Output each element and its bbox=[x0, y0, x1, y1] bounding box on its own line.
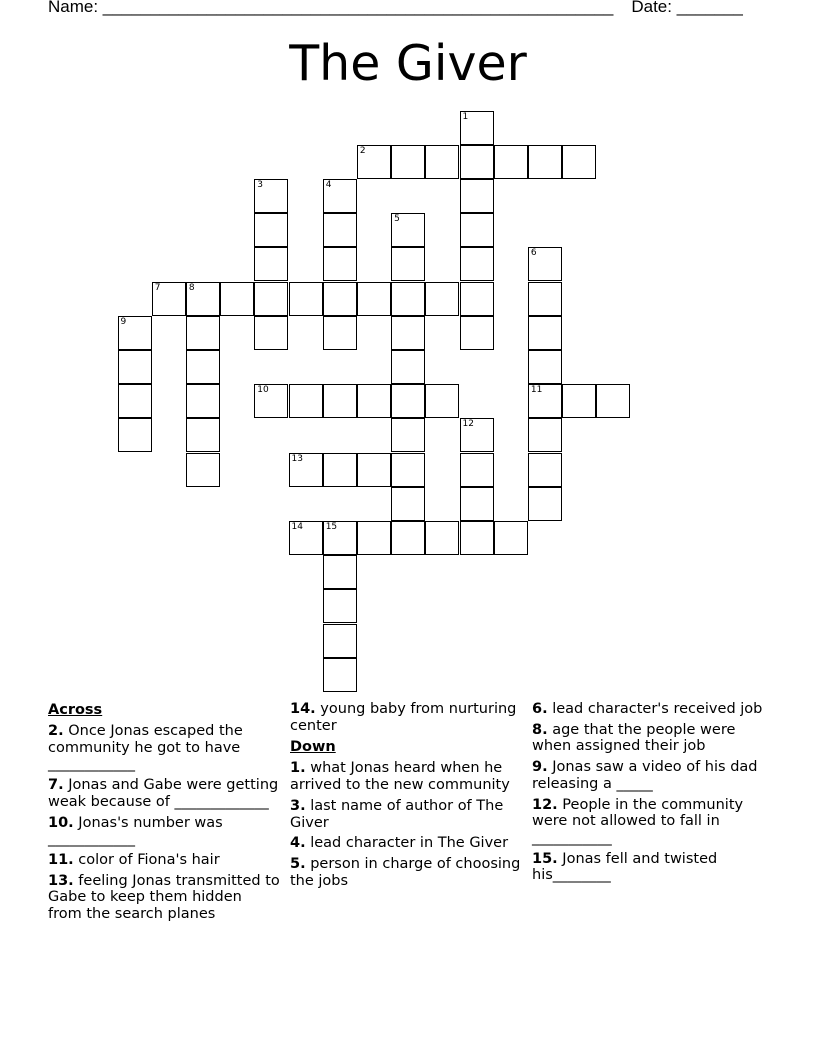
crossword-cell[interactable] bbox=[357, 453, 391, 487]
crossword-cell[interactable] bbox=[323, 658, 357, 692]
crossword-cell[interactable] bbox=[460, 247, 494, 281]
crossword-cell[interactable] bbox=[391, 384, 425, 418]
clue-number: 8 bbox=[188, 282, 195, 293]
crossword-cell[interactable] bbox=[528, 247, 562, 281]
crossword-cell[interactable] bbox=[254, 384, 288, 418]
clue-number-label: 7. bbox=[48, 777, 64, 794]
clue-number-label: 3. bbox=[290, 797, 306, 814]
clue-item bbox=[48, 815, 280, 848]
crossword-cell[interactable] bbox=[323, 247, 357, 281]
crossword-cell[interactable] bbox=[494, 145, 528, 179]
clue-item bbox=[532, 722, 768, 755]
crossword-cell[interactable] bbox=[323, 179, 357, 213]
crossword-cell[interactable] bbox=[425, 384, 459, 418]
crossword-cell[interactable] bbox=[323, 589, 357, 623]
crossword-cell[interactable] bbox=[460, 111, 494, 145]
crossword-cell[interactable] bbox=[391, 145, 425, 179]
crossword-cell[interactable] bbox=[391, 350, 425, 384]
name-field-label: Name: ______________________________________________________ bbox=[48, 0, 614, 16]
clue-text: lead character in The Giver bbox=[305, 835, 509, 852]
crossword-cell[interactable] bbox=[254, 179, 288, 213]
crossword-cell[interactable] bbox=[220, 282, 254, 316]
crossword-cell[interactable] bbox=[391, 316, 425, 350]
down-clue-list-continued bbox=[532, 701, 768, 884]
crossword-cell[interactable] bbox=[118, 350, 152, 384]
clue-number: 9 bbox=[120, 316, 127, 327]
clue-number-label: 10. bbox=[48, 814, 74, 831]
crossword-cell[interactable] bbox=[118, 316, 152, 350]
down-clue-list bbox=[290, 760, 522, 889]
crossword-cell[interactable] bbox=[528, 487, 562, 521]
crossword-cell[interactable] bbox=[323, 624, 357, 658]
clue-number-label: 15. bbox=[532, 850, 558, 867]
crossword-cell[interactable] bbox=[460, 521, 494, 555]
crossword-cell[interactable] bbox=[391, 418, 425, 452]
crossword-cell[interactable] bbox=[528, 453, 562, 487]
clue-number: 13 bbox=[291, 453, 303, 464]
crossword-cell[interactable] bbox=[254, 282, 288, 316]
clue-item bbox=[290, 701, 522, 734]
crossword-cell[interactable] bbox=[528, 384, 562, 418]
across-heading: Across bbox=[48, 702, 103, 718]
crossword-cell[interactable] bbox=[528, 282, 562, 316]
clue-number: 7 bbox=[154, 282, 161, 293]
clue-number-label: 11. bbox=[48, 851, 74, 868]
clue-item bbox=[290, 835, 522, 852]
crossword-cell[interactable] bbox=[391, 247, 425, 281]
clue-number-label: 8. bbox=[532, 721, 548, 738]
crossword-cell[interactable] bbox=[460, 282, 494, 316]
crossword-cell[interactable] bbox=[391, 213, 425, 247]
crossword-cell[interactable] bbox=[323, 316, 357, 350]
clue-number-label: 2. bbox=[48, 723, 64, 739]
crossword-cell[interactable] bbox=[152, 282, 186, 316]
clue-text: Jonas's number was ____________ bbox=[48, 814, 223, 848]
crossword-cell[interactable] bbox=[323, 453, 357, 487]
crossword-cell[interactable] bbox=[460, 487, 494, 521]
clue-item bbox=[290, 798, 522, 831]
clue-number-label: 14. bbox=[290, 701, 316, 717]
clue-number: 3 bbox=[257, 179, 264, 190]
clue-item bbox=[290, 760, 522, 793]
clue-number-label: 4. bbox=[290, 835, 306, 852]
clue-text: feeling Jonas transmitted to Gabe to keep them hidden from the search planes bbox=[48, 872, 280, 923]
clue-text: Once Jonas escaped the community he got to have ____________ bbox=[48, 723, 243, 773]
clue-number: 15 bbox=[325, 521, 338, 532]
clue-number-label: 12. bbox=[532, 796, 558, 813]
crossword-cell[interactable] bbox=[460, 453, 494, 487]
clue-number-label: 6. bbox=[532, 701, 548, 717]
page-title: The Giver bbox=[289, 35, 527, 92]
crossword-cell[interactable] bbox=[289, 453, 323, 487]
clue-number-label: 9. bbox=[532, 759, 548, 776]
crossword-cell[interactable] bbox=[391, 521, 425, 555]
crossword-cell[interactable] bbox=[460, 213, 494, 247]
clue-number: 1 bbox=[462, 111, 469, 122]
crossword-cell[interactable] bbox=[425, 282, 459, 316]
clue-number-label: 5. bbox=[290, 855, 306, 872]
crossword-cell[interactable] bbox=[425, 145, 459, 179]
clue-text: Jonas saw a video of his dad releasing a _____ bbox=[532, 759, 758, 792]
clue-text: person in charge of choosing the jobs bbox=[290, 855, 521, 889]
clue-number: 10 bbox=[257, 385, 269, 396]
crossword-cell[interactable] bbox=[289, 282, 323, 316]
clue-text: age that the people were when assigned their job bbox=[532, 721, 736, 755]
crossword-cell[interactable] bbox=[460, 179, 494, 213]
crossword-cell[interactable] bbox=[528, 145, 562, 179]
crossword-cell[interactable] bbox=[323, 384, 357, 418]
crossword-cell[interactable] bbox=[460, 145, 494, 179]
clue-text: Jonas fell and twisted his________ bbox=[532, 850, 718, 884]
clues-column-3 bbox=[532, 701, 768, 888]
clue-number: 2 bbox=[359, 145, 366, 156]
clue-number: 14 bbox=[291, 521, 303, 532]
crossword-cell[interactable] bbox=[289, 384, 323, 418]
clue-item bbox=[290, 856, 522, 889]
clue-item bbox=[48, 873, 280, 923]
clues-column-1 bbox=[48, 701, 280, 927]
crossword-cell[interactable] bbox=[357, 384, 391, 418]
clue-text: People in the community were not allowed to fall in ___________ bbox=[532, 796, 744, 846]
crossword-cell[interactable] bbox=[596, 384, 630, 418]
clue-item bbox=[532, 701, 768, 718]
crossword-cell[interactable] bbox=[460, 316, 494, 350]
crossword-cell[interactable] bbox=[289, 521, 323, 555]
date-field-label: Date: _______ bbox=[631, 0, 743, 16]
crossword-cell[interactable] bbox=[118, 384, 152, 418]
crossword-cell[interactable] bbox=[357, 145, 391, 179]
crossword-cell[interactable] bbox=[528, 316, 562, 350]
clue-item bbox=[532, 851, 768, 884]
crossword-cell[interactable] bbox=[254, 247, 288, 281]
crossword-cell[interactable] bbox=[391, 453, 425, 487]
across-clue-list bbox=[48, 723, 280, 923]
clue-item bbox=[48, 723, 280, 773]
clues-column-2 bbox=[290, 701, 522, 893]
clue-item bbox=[532, 797, 768, 847]
down-heading: Down bbox=[290, 739, 336, 756]
crossword-cell[interactable] bbox=[460, 418, 494, 452]
crossword-cell[interactable] bbox=[186, 384, 220, 418]
crossword-cell[interactable] bbox=[186, 316, 220, 350]
crossword-cell[interactable] bbox=[357, 282, 391, 316]
crossword-cell[interactable] bbox=[186, 282, 220, 316]
crossword-cell[interactable] bbox=[391, 282, 425, 316]
crossword-cell[interactable] bbox=[186, 418, 220, 452]
clue-item bbox=[48, 852, 280, 869]
clue-text: Jonas and Gabe were getting weak because of _____________ bbox=[48, 777, 279, 810]
crossword-cell[interactable] bbox=[186, 453, 220, 487]
crossword-cell[interactable] bbox=[323, 555, 357, 589]
clue-number: 5 bbox=[394, 214, 400, 225]
clue-number: 4 bbox=[325, 179, 332, 190]
crossword-cell[interactable] bbox=[323, 521, 357, 555]
crossword-cell[interactable] bbox=[357, 521, 391, 555]
clue-text: last name of author of The Giver bbox=[290, 797, 504, 831]
crossword-cell[interactable] bbox=[254, 316, 288, 350]
crossword-cell[interactable] bbox=[562, 384, 596, 418]
clue-item bbox=[532, 759, 768, 792]
across-clue-list-continued bbox=[290, 701, 522, 734]
clue-text: what Jonas heard when he arrived to the new community bbox=[290, 760, 510, 794]
clue-text: color of Fiona's hair bbox=[73, 851, 220, 868]
crossword-cell[interactable] bbox=[494, 521, 528, 555]
clue-number: 12 bbox=[462, 419, 474, 430]
clue-text: lead character's received job bbox=[547, 701, 763, 717]
crossword-cell[interactable] bbox=[425, 521, 459, 555]
clue-item bbox=[48, 777, 280, 810]
clue-number: 11 bbox=[530, 385, 543, 396]
crossword-cell[interactable] bbox=[254, 213, 288, 247]
crossword-cell[interactable] bbox=[391, 487, 425, 521]
crossword-cell[interactable] bbox=[562, 145, 596, 179]
clue-text: young baby from nurturing center bbox=[290, 701, 517, 734]
crossword-cell[interactable] bbox=[323, 282, 357, 316]
crossword-cell[interactable] bbox=[186, 350, 220, 384]
crossword-cell[interactable] bbox=[528, 418, 562, 452]
clue-number: 6 bbox=[530, 248, 537, 259]
crossword-cell[interactable] bbox=[528, 350, 562, 384]
crossword-cell[interactable] bbox=[323, 213, 357, 247]
clue-number-label: 1. bbox=[290, 760, 306, 777]
clue-number-label: 13. bbox=[48, 872, 74, 889]
crossword-cell[interactable] bbox=[118, 418, 152, 452]
